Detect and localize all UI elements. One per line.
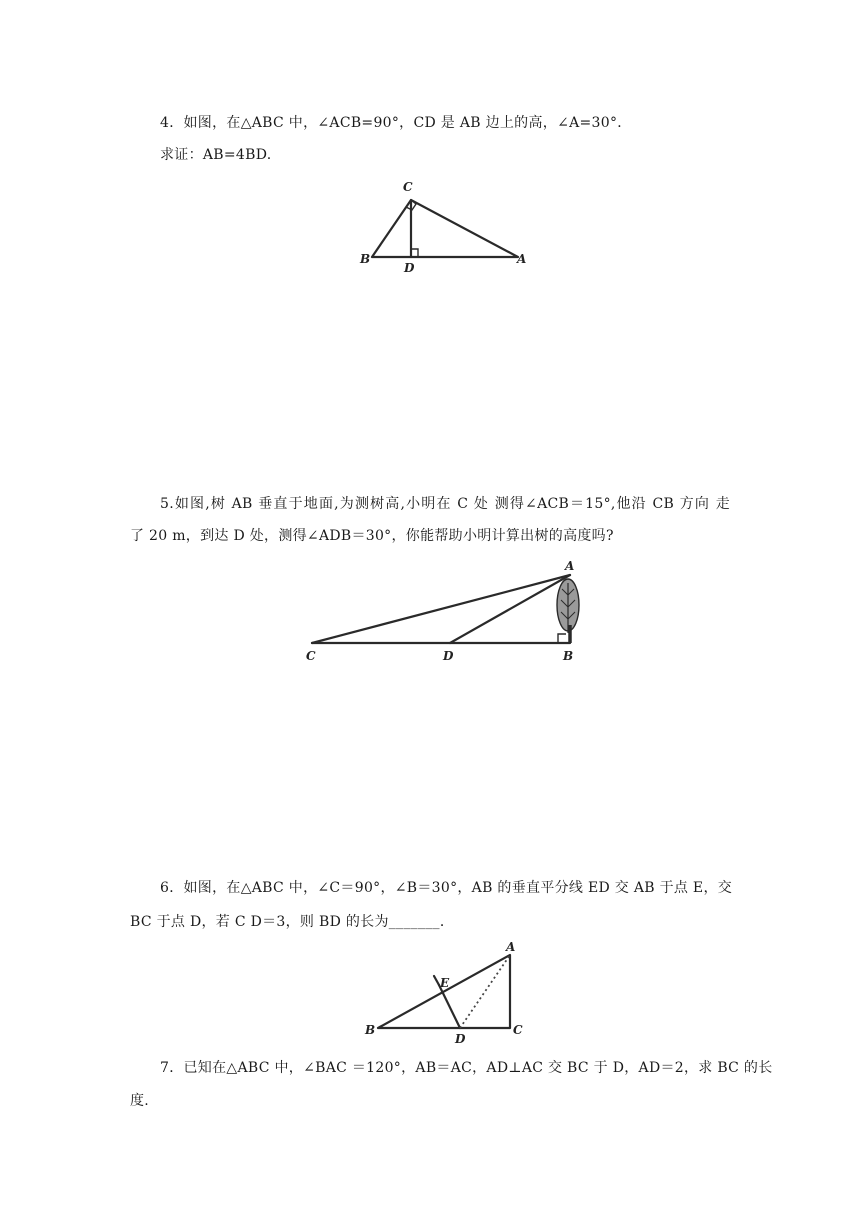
label-b: B	[365, 1023, 376, 1037]
problem-7-line-1: 7．已知在△ABC 中，∠BAC ＝120°，AB＝AC，AD⊥AC 交 BC 于 D，AD＝2，求 BC 的长	[160, 1060, 773, 1076]
problem-4-figure	[355, 175, 535, 275]
label-d: D	[455, 1032, 466, 1046]
label-a: A	[565, 559, 575, 573]
label-b: B	[563, 649, 574, 663]
label-e: E	[440, 976, 450, 990]
label-c: C	[403, 180, 413, 194]
problem-5-line-1: 5.如图,树 AB 垂直于地面,为测树高,小明在 C 处 测得∠ACB＝15°,他沿 CB 方向 走	[160, 496, 730, 512]
label-b: B	[360, 252, 371, 266]
problem-5-figure	[300, 555, 600, 670]
problem-4-line-2: 求证：AB=4BD.	[160, 147, 272, 163]
problem-6-line-2: BC 于点 D，若 C D＝3，则 BD 的长为_______．	[130, 914, 455, 930]
problem-5-line-2: 了 20 m，到达 D 处，测得∠ADB＝30°，你能帮助小明计算出树的高度吗?	[130, 528, 614, 544]
problem-4-line-1: 4．如图，在△ABC 中，∠ACB=90°，CD 是 AB 边上的高，∠A=30°．	[160, 115, 632, 131]
problem-7-line-2: 度.	[130, 1093, 150, 1109]
label-a: A	[506, 940, 516, 954]
label-d: D	[404, 261, 415, 275]
label-c: C	[513, 1023, 523, 1037]
label-c: C	[306, 649, 316, 663]
label-a: A	[517, 252, 527, 266]
problem-6-line-1: 6．如图，在△ABC 中，∠C＝90°，∠B＝30°，AB 的垂直平分线 ED 交 AB 于点 E，交	[160, 880, 733, 896]
label-d: D	[443, 649, 454, 663]
problem-6-figure	[360, 940, 540, 1046]
